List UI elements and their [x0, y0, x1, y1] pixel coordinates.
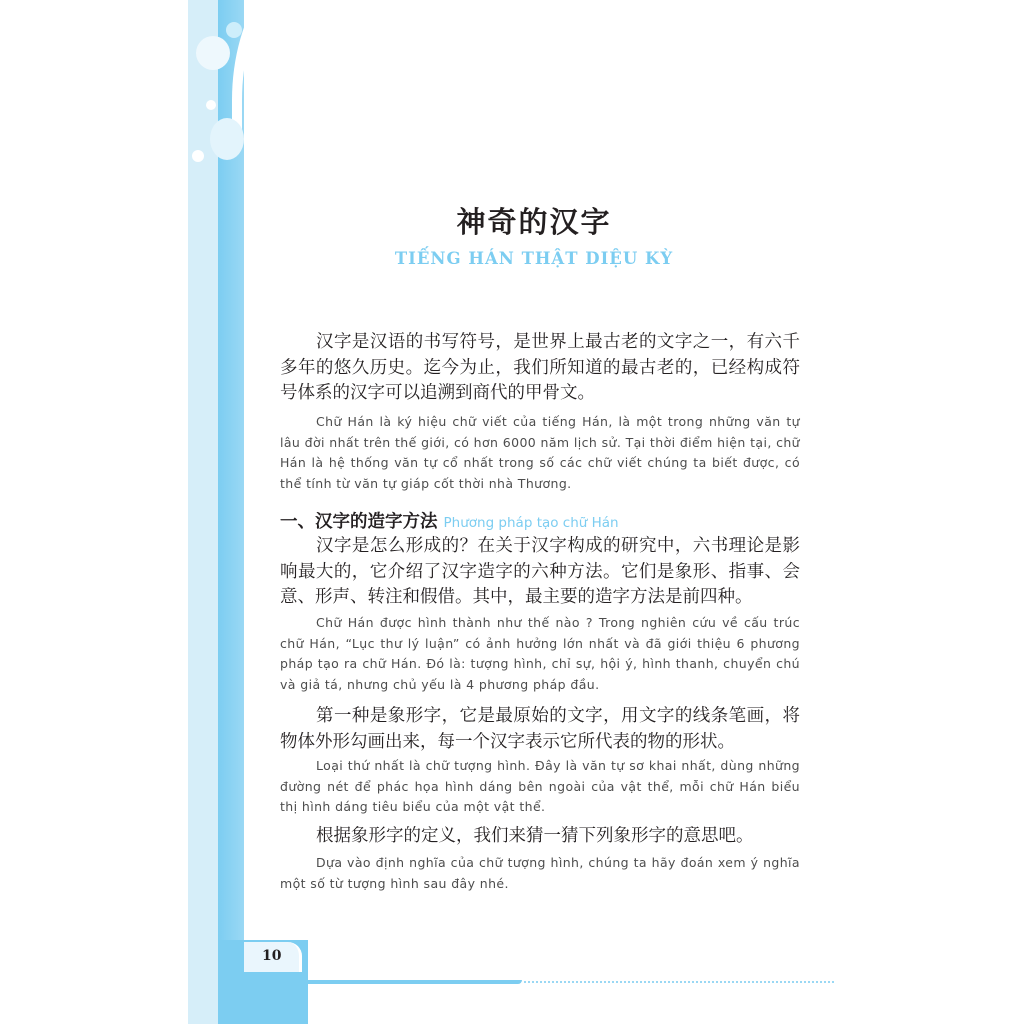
- section-heading-vietnamese: Phương pháp tạo chữ Hán: [443, 515, 619, 531]
- paragraph-chinese: 根据象形字的定义，我们来猜一猜下列象形字的意思吧。: [316, 826, 754, 846]
- decorative-bubble: [196, 36, 230, 70]
- page-title: 神奇的汉字: [456, 205, 612, 239]
- page-number: 10: [262, 948, 282, 964]
- decorative-bubble: [192, 150, 204, 162]
- decorative-bubble: [206, 100, 216, 110]
- page-subtitle: TIẾNG HÁN THẬT DIỆU KỲ: [394, 249, 674, 268]
- paragraph-vietnamese: Chữ Hán được hình thành như thế nào ? Trong nghiên cứu về cấu trúc chữ Hán, “Lục thư lý luận” có ảnh hưởng lớn nhất và đã giới thiệu 6 phương pháp tạo ra chữ Hán. Đó là: tượng hình, chỉ sự, hội ý, hình thanh, chuyển chú và giả tá, nhưng chủ yếu là 4 phương pháp đầu.: [280, 615, 800, 692]
- paragraph-chinese: 汉字是汉语的书写符号，是世界上最古老的文字之一，有六千多年的悠久历史。迄今为止，我们所知道的最古老的，已经构成符号体系的汉字可以追溯到商代的甲骨文。: [280, 332, 800, 403]
- section-heading: [280, 508, 800, 533]
- decorative-bubble: [210, 118, 244, 160]
- footer-dotted-rule: [524, 981, 834, 983]
- paragraph-chinese: 第一种是象形字，它是最原始的文字，用文字的线条笔画，将物体外形勾画出来，每一个汉字表示它所代表的物的形状。: [280, 706, 800, 752]
- footer-rule: [244, 980, 522, 984]
- paragraph-chinese: 汉字是怎么形成的？在关于汉字构成的研究中，六书理论是影响最大的，它介绍了汉字造字的六种方法。它们是象形、指事、会意、形声、转注和假借。其中，最主要的造字方法是前四种。: [280, 536, 800, 607]
- paragraph-vietnamese: Chữ Hán là ký hiệu chữ viết của tiếng Hán, là một trong những văn tự lâu đời nhất trên thế giới, có hơn 6000 năm lịch sử. Tại thời điểm hiện tại, chữ Hán là hệ thống văn tự cổ nhất trong số các chữ viết chúng ta biết được, có thể tính từ văn tự giáp cốt thời nhà Thương.: [280, 414, 800, 491]
- section-heading-chinese: 一、汉字的造字方法: [280, 512, 438, 532]
- paragraph-vietnamese: Loại thứ nhất là chữ tượng hình. Đây là văn tự sơ khai nhất, dùng những đường nét để phác họa hình dáng bên ngoài của vật thể, mỗi chữ Hán biểu thị hình dáng tiêu biểu của một vật thể.: [280, 758, 800, 814]
- decorative-curve: [232, 0, 352, 140]
- paragraph-vietnamese: Dựa vào định nghĩa của chữ tượng hình, chúng ta hãy đoán xem ý nghĩa một số từ tượng hình sau đây nhé.: [280, 855, 800, 891]
- decorative-bubble: [226, 22, 242, 38]
